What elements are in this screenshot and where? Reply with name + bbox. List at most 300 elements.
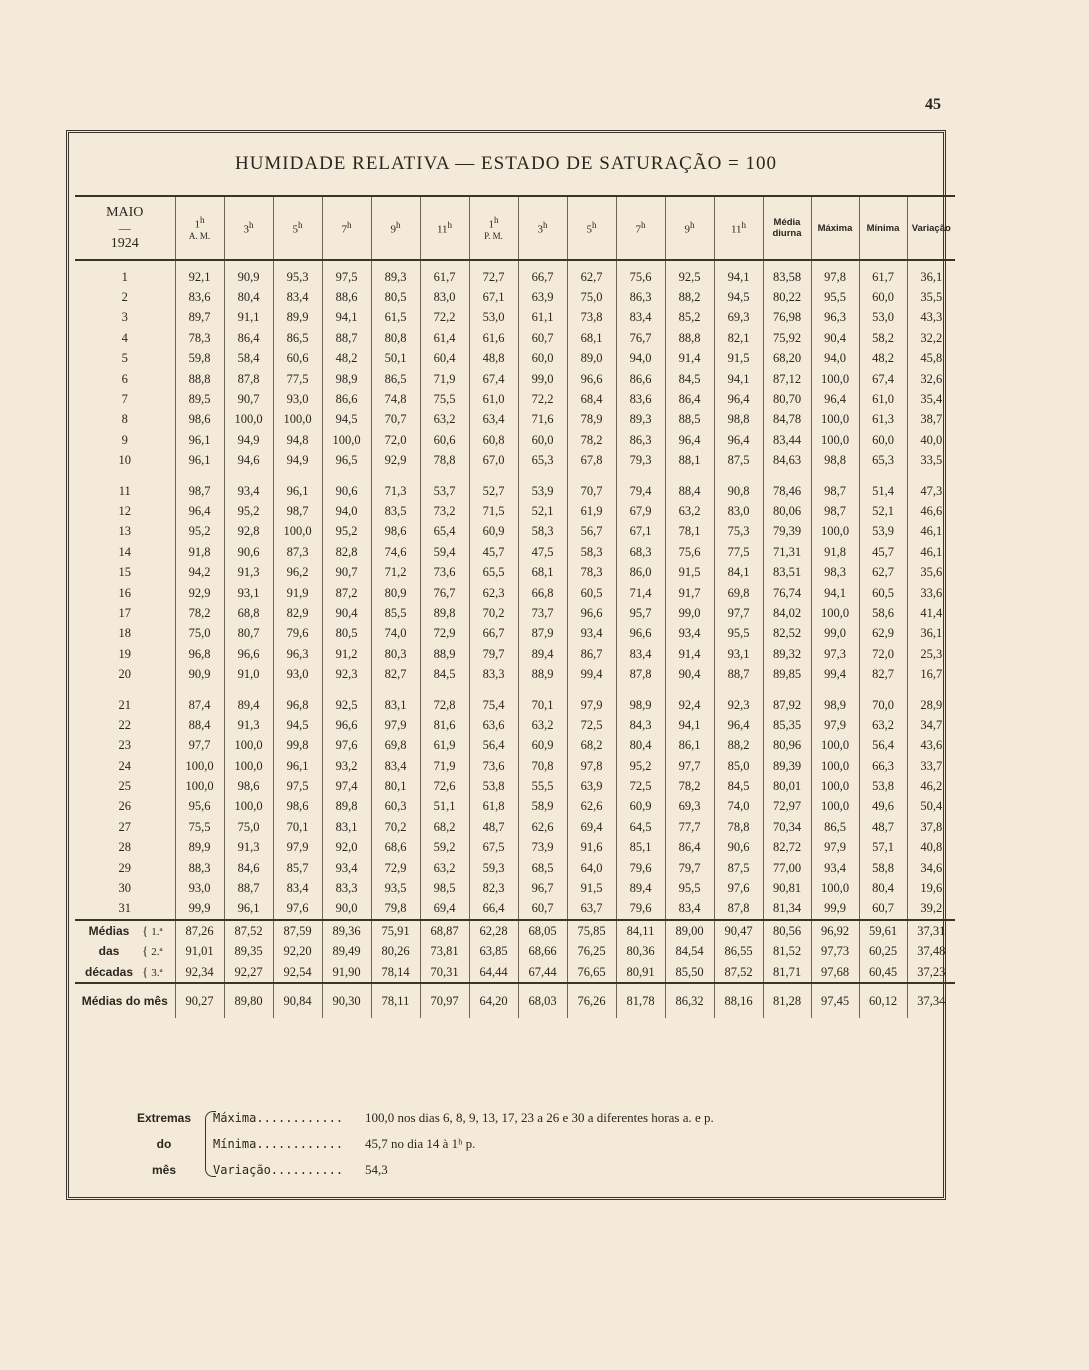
value-cell: 60,0	[859, 287, 907, 307]
value-cell: 91,3	[224, 562, 273, 582]
value-cell: 37,23	[907, 962, 955, 983]
value-cell: 58,9	[518, 797, 567, 817]
day-cell: 11	[118, 483, 131, 498]
value-cell: 88,7	[714, 664, 763, 684]
value-cell: 63,2	[665, 501, 714, 521]
value-cell: 81,71	[763, 962, 811, 983]
value-cell: 79,6	[273, 624, 322, 644]
value-cell: 75,6	[616, 260, 665, 287]
day-cell: 25	[118, 779, 131, 794]
value-cell: 56,4	[859, 736, 907, 756]
value-cell: 89,35	[224, 942, 273, 962]
value-cell: 69,4	[567, 817, 616, 837]
value-cell: 55,5	[518, 776, 567, 796]
value-cell: 87,8	[616, 664, 665, 684]
value-cell: 80,1	[371, 776, 420, 796]
value-cell: 91,8	[811, 542, 859, 562]
table-row	[75, 308, 955, 328]
value-cell: 94,9	[273, 451, 322, 471]
value-cell: 99,4	[811, 664, 859, 684]
value-cell: 99,4	[567, 664, 616, 684]
value-cell: 86,6	[322, 389, 371, 409]
value-cell: 72,8	[420, 695, 469, 715]
day-cell: 28	[118, 840, 131, 855]
value-cell: 70,1	[273, 817, 322, 837]
value-cell: 96,6	[567, 369, 616, 389]
value-cell: 80,26	[371, 942, 420, 962]
value-cell: 80,9	[371, 583, 420, 603]
value-cell: 72,9	[371, 858, 420, 878]
month-mean-row	[75, 983, 955, 1018]
value-cell: 81,6	[420, 715, 469, 735]
value-cell: 65,5	[469, 562, 518, 582]
value-cell: 86,5	[811, 817, 859, 837]
value-cell: 91,2	[322, 644, 371, 664]
value-cell: 33,6	[907, 583, 955, 603]
value-cell: 60,7	[518, 328, 567, 348]
value-cell: 100,0	[273, 522, 322, 542]
value-cell: 97,3	[811, 644, 859, 664]
value-cell: 45,7	[859, 542, 907, 562]
value-cell: 45,8	[907, 349, 955, 369]
value-cell: 72,9	[420, 624, 469, 644]
value-cell: 88,4	[175, 715, 224, 735]
month-label: MAIO	[106, 204, 144, 220]
value-cell: 86,3	[616, 287, 665, 307]
value-cell: 96,6	[224, 644, 273, 664]
table-row	[75, 695, 955, 715]
value-cell: 87,12	[763, 369, 811, 389]
table-row	[75, 501, 955, 521]
value-cell: 90,7	[224, 389, 273, 409]
value-cell: 98,7	[811, 501, 859, 521]
value-cell: 58,8	[859, 858, 907, 878]
value-cell: 87,52	[714, 962, 763, 983]
value-cell: 73,2	[420, 501, 469, 521]
value-cell: 72,97	[763, 797, 811, 817]
value-cell: 92,1	[175, 260, 224, 287]
value-cell: 53,9	[859, 522, 907, 542]
decade-mean-row	[75, 920, 955, 941]
value-cell: 100,0	[811, 797, 859, 817]
value-cell: 86,4	[665, 389, 714, 409]
value-cell: 97,5	[322, 260, 371, 287]
value-cell: 87,92	[763, 695, 811, 715]
value-cell: 98,7	[811, 481, 859, 501]
value-cell: 70,1	[518, 695, 567, 715]
value-cell: 73,8	[567, 308, 616, 328]
value-cell: 83,4	[616, 308, 665, 328]
value-cell: 94,5	[714, 287, 763, 307]
value-cell: 86,4	[224, 328, 273, 348]
day-cell: 20	[118, 667, 131, 682]
value-cell: 83,5	[371, 501, 420, 521]
value-cell: 78,8	[420, 451, 469, 471]
table-title: HUMIDADE RELATIVA — ESTADO DE SATURAÇÃO = 100	[234, 153, 778, 174]
value-cell: 61,0	[469, 389, 518, 409]
value-cell: 80,4	[859, 878, 907, 898]
value-cell: 92,27	[224, 962, 273, 983]
extreme-min-row	[213, 1131, 475, 1157]
value-cell: 84,6	[224, 858, 273, 878]
value-cell: 89,4	[224, 695, 273, 715]
value-cell: 88,8	[175, 369, 224, 389]
value-cell: 84,3	[616, 715, 665, 735]
value-cell: 96,6	[322, 715, 371, 735]
hour-header: 7$^h$	[616, 196, 665, 260]
stat-header: Variação	[907, 196, 955, 260]
value-cell: 99,0	[665, 603, 714, 623]
value-cell: 80,5	[371, 287, 420, 307]
value-cell: 62,7	[567, 260, 616, 287]
table-row	[75, 481, 955, 501]
value-cell: 40,8	[907, 838, 955, 858]
value-cell: 89,32	[763, 644, 811, 664]
value-cell: 80,01	[763, 776, 811, 796]
extremes-label-2: do	[156, 1137, 172, 1151]
value-cell: 78,9	[567, 410, 616, 430]
value-cell: 92,3	[322, 664, 371, 684]
value-cell: 87,5	[714, 858, 763, 878]
value-cell: 94,9	[224, 430, 273, 450]
value-cell: 96,1	[175, 430, 224, 450]
hour-header: 9$^h$	[665, 196, 714, 260]
value-cell: 68,1	[518, 562, 567, 582]
value-cell: 92,3	[714, 695, 763, 715]
value-cell: 64,44	[469, 962, 518, 983]
value-cell: 99,0	[518, 369, 567, 389]
value-cell: 89,36	[322, 920, 371, 941]
value-cell: 94,1	[714, 260, 763, 287]
value-cell: 70,97	[420, 983, 469, 1018]
value-cell: 99,9	[175, 899, 224, 920]
value-cell: 90,0	[322, 899, 371, 920]
value-cell: 86,0	[616, 562, 665, 582]
value-cell: 71,5	[469, 501, 518, 521]
value-cell: 68,20	[763, 349, 811, 369]
value-cell: 95,7	[616, 603, 665, 623]
value-cell: 70,34	[763, 817, 811, 837]
day-cell: 26	[118, 799, 131, 814]
value-cell: 76,65	[567, 962, 616, 983]
day-cell: 24	[118, 758, 131, 773]
value-cell: 88,1	[665, 451, 714, 471]
value-cell: 72,0	[859, 644, 907, 664]
hour-header: 9$^h$	[371, 196, 420, 260]
value-cell: 67,1	[616, 522, 665, 542]
value-cell: 35,4	[907, 389, 955, 409]
value-cell: 72,2	[420, 308, 469, 328]
day-cell: 5	[121, 351, 128, 366]
decade-label-cell: das { 2.ª	[98, 944, 163, 959]
decade-mean-row	[75, 962, 955, 983]
value-cell: 61,6	[469, 328, 518, 348]
value-cell: 82,1	[714, 328, 763, 348]
value-cell: 48,2	[322, 349, 371, 369]
value-cell: 71,2	[371, 562, 420, 582]
value-cell: 93,1	[714, 644, 763, 664]
value-cell: 33,7	[907, 756, 955, 776]
value-cell: 88,2	[665, 287, 714, 307]
hour-header: 7$^h$	[322, 196, 371, 260]
value-cell: 86,5	[371, 369, 420, 389]
value-cell: 79,7	[469, 644, 518, 664]
value-cell: 64,5	[616, 817, 665, 837]
value-cell: 60,9	[616, 797, 665, 817]
table-row	[75, 562, 955, 582]
value-cell: 85,2	[665, 308, 714, 328]
value-cell: 76,7	[420, 583, 469, 603]
value-cell: 67,0	[469, 451, 518, 471]
stat-header: Mínima	[859, 196, 907, 260]
value-cell: 89,4	[616, 878, 665, 898]
value-cell: 82,7	[371, 664, 420, 684]
value-cell: 97,7	[714, 603, 763, 623]
value-cell: 78,2	[665, 776, 714, 796]
value-cell: 60,6	[273, 349, 322, 369]
value-cell: 49,6	[859, 797, 907, 817]
table-row	[75, 583, 955, 603]
value-cell: 45,7	[469, 542, 518, 562]
value-cell: 100,0	[175, 776, 224, 796]
value-cell: 89,4	[518, 644, 567, 664]
value-cell: 61,7	[859, 260, 907, 287]
day-cell: 17	[118, 605, 131, 620]
value-cell: 67,9	[616, 501, 665, 521]
value-cell: 63,85	[469, 942, 518, 962]
value-cell: 94,5	[322, 410, 371, 430]
table-row	[75, 797, 955, 817]
value-cell: 83,1	[371, 695, 420, 715]
value-cell: 82,8	[322, 542, 371, 562]
hour-header: 11$^h$	[714, 196, 763, 260]
value-cell: 83,4	[665, 899, 714, 920]
value-cell: 89,8	[322, 797, 371, 817]
value-cell: 74,8	[371, 389, 420, 409]
value-cell: 90,81	[763, 878, 811, 898]
value-cell: 78,11	[371, 983, 420, 1018]
value-cell: 82,9	[273, 603, 322, 623]
value-cell: 89,5	[175, 389, 224, 409]
value-cell: 32,2	[907, 328, 955, 348]
value-cell: 95,2	[175, 522, 224, 542]
value-cell: 76,98	[763, 308, 811, 328]
value-cell: 82,7	[859, 664, 907, 684]
value-cell: 84,5	[420, 664, 469, 684]
value-cell: 89,00	[665, 920, 714, 941]
value-cell: 75,3	[714, 522, 763, 542]
value-cell: 80,36	[616, 942, 665, 962]
value-cell: 91,9	[273, 583, 322, 603]
table-row	[75, 287, 955, 307]
value-cell: 67,44	[518, 962, 567, 983]
value-cell: 89,85	[763, 664, 811, 684]
value-cell: 83,4	[371, 756, 420, 776]
value-cell: 69,3	[665, 797, 714, 817]
value-cell: 46,1	[907, 542, 955, 562]
value-cell: 61,9	[420, 736, 469, 756]
value-cell: 93,4	[224, 481, 273, 501]
value-cell: 87,5	[714, 451, 763, 471]
value-cell: 83,58	[763, 260, 811, 287]
value-cell: 88,3	[175, 858, 224, 878]
value-cell: 89,80	[224, 983, 273, 1018]
value-cell: 91,4	[665, 349, 714, 369]
value-cell: 60,9	[518, 736, 567, 756]
value-cell: 36,1	[907, 624, 955, 644]
value-cell: 82,72	[763, 838, 811, 858]
value-cell: 90,47	[714, 920, 763, 941]
value-cell: 95,5	[811, 287, 859, 307]
value-cell: 94,2	[175, 562, 224, 582]
value-cell: 92,9	[371, 451, 420, 471]
value-cell: 59,8	[175, 349, 224, 369]
value-cell: 85,35	[763, 715, 811, 735]
value-cell: 67,4	[469, 369, 518, 389]
value-cell: 88,2	[714, 736, 763, 756]
value-cell: 95,2	[616, 756, 665, 776]
value-cell: 89,0	[567, 349, 616, 369]
value-cell: 92,0	[322, 838, 371, 858]
value-cell: 60,4	[420, 349, 469, 369]
value-cell: 79,7	[665, 858, 714, 878]
value-cell: 90,6	[224, 542, 273, 562]
value-cell: 87,8	[714, 899, 763, 920]
value-cell: 93,0	[175, 878, 224, 898]
hour-header: 1$^h$ A. M.	[175, 196, 224, 260]
value-cell: 100,0	[175, 756, 224, 776]
value-cell: 97,6	[322, 736, 371, 756]
value-cell: 47,5	[518, 542, 567, 562]
value-cell: 80,8	[371, 328, 420, 348]
value-cell: 71,4	[616, 583, 665, 603]
value-cell: 61,4	[420, 328, 469, 348]
table-row	[75, 817, 955, 837]
value-cell: 88,9	[420, 644, 469, 664]
value-cell: 96,4	[811, 389, 859, 409]
value-cell: 94,1	[714, 369, 763, 389]
value-cell: 52,1	[859, 501, 907, 521]
value-cell: 88,6	[322, 287, 371, 307]
value-cell: 47,3	[907, 481, 955, 501]
value-cell: 86,4	[665, 838, 714, 858]
value-cell: 86,55	[714, 942, 763, 962]
value-cell: 91,90	[322, 962, 371, 983]
value-cell: 92,34	[175, 962, 224, 983]
value-cell: 100,0	[811, 369, 859, 389]
value-cell: 51,4	[859, 481, 907, 501]
value-cell: 38,7	[907, 410, 955, 430]
extreme-min-value: 45,7 no dia 14 à 1ʰ p.	[365, 1136, 476, 1151]
value-cell: 93,4	[322, 858, 371, 878]
value-cell: 66,3	[859, 756, 907, 776]
value-cell: 60,5	[859, 583, 907, 603]
value-cell: 76,7	[616, 328, 665, 348]
value-cell: 48,7	[469, 817, 518, 837]
stat-header: Média diurna	[763, 196, 811, 260]
value-cell: 99,8	[273, 736, 322, 756]
value-cell: 60,9	[469, 522, 518, 542]
value-cell: 37,34	[907, 983, 955, 1018]
value-cell: 80,56	[763, 920, 811, 941]
value-cell: 98,9	[322, 369, 371, 389]
value-cell: 58,6	[859, 603, 907, 623]
value-cell: 25,3	[907, 644, 955, 664]
value-cell: 70,0	[859, 695, 907, 715]
decade-mean-row	[75, 942, 955, 962]
value-cell: 80,70	[763, 389, 811, 409]
day-cell: 12	[118, 503, 131, 518]
value-cell: 58,3	[567, 542, 616, 562]
value-cell: 64,20	[469, 983, 518, 1018]
value-cell: 60,45	[859, 962, 907, 983]
value-cell: 70,7	[371, 410, 420, 430]
value-cell: 96,6	[616, 624, 665, 644]
value-cell: 98,7	[273, 501, 322, 521]
value-cell: 33,5	[907, 451, 955, 471]
value-cell: 72,2	[518, 389, 567, 409]
value-cell: 68,4	[567, 389, 616, 409]
value-cell: 96,8	[175, 644, 224, 664]
value-cell: 76,26	[567, 983, 616, 1018]
value-cell: 95,5	[665, 878, 714, 898]
value-cell: 84,1	[714, 562, 763, 582]
value-cell: 66,7	[469, 624, 518, 644]
table-row	[75, 664, 955, 684]
value-cell: 91,01	[175, 942, 224, 962]
value-cell: 53,8	[859, 776, 907, 796]
value-cell: 85,1	[616, 838, 665, 858]
value-cell: 88,7	[322, 328, 371, 348]
value-cell: 98,5	[420, 878, 469, 898]
value-cell: 87,9	[518, 624, 567, 644]
value-cell: 80,06	[763, 501, 811, 521]
value-cell: 91,6	[567, 838, 616, 858]
value-cell: 46,6	[907, 501, 955, 521]
value-cell: 97,6	[273, 899, 322, 920]
value-cell: 60,5	[567, 583, 616, 603]
table-row	[75, 736, 955, 756]
value-cell: 61,3	[859, 410, 907, 430]
value-cell: 59,2	[420, 838, 469, 858]
value-cell: 63,7	[567, 899, 616, 920]
value-cell: 96,1	[273, 481, 322, 501]
value-cell: 84,5	[714, 776, 763, 796]
value-cell: 37,48	[907, 942, 955, 962]
value-cell: 90,8	[714, 481, 763, 501]
value-cell: 75,0	[224, 817, 273, 837]
value-cell: 98,6	[273, 797, 322, 817]
value-cell: 100,0	[224, 736, 273, 756]
value-cell: 85,50	[665, 962, 714, 983]
value-cell: 78,3	[175, 328, 224, 348]
table-row	[75, 899, 955, 920]
value-cell: 75,85	[567, 920, 616, 941]
table-row	[75, 603, 955, 623]
value-cell: 79,3	[616, 451, 665, 471]
table-row	[75, 522, 955, 542]
value-cell: 83,4	[273, 287, 322, 307]
value-cell: 70,7	[567, 481, 616, 501]
hour-header: 5$^h$	[273, 196, 322, 260]
value-cell: 34,7	[907, 715, 955, 735]
value-cell: 78,8	[714, 817, 763, 837]
value-cell: 97,9	[811, 715, 859, 735]
value-cell: 96,4	[665, 430, 714, 450]
value-cell: 61,9	[567, 501, 616, 521]
value-cell: 41,4	[907, 603, 955, 623]
value-cell: 89,49	[322, 942, 371, 962]
